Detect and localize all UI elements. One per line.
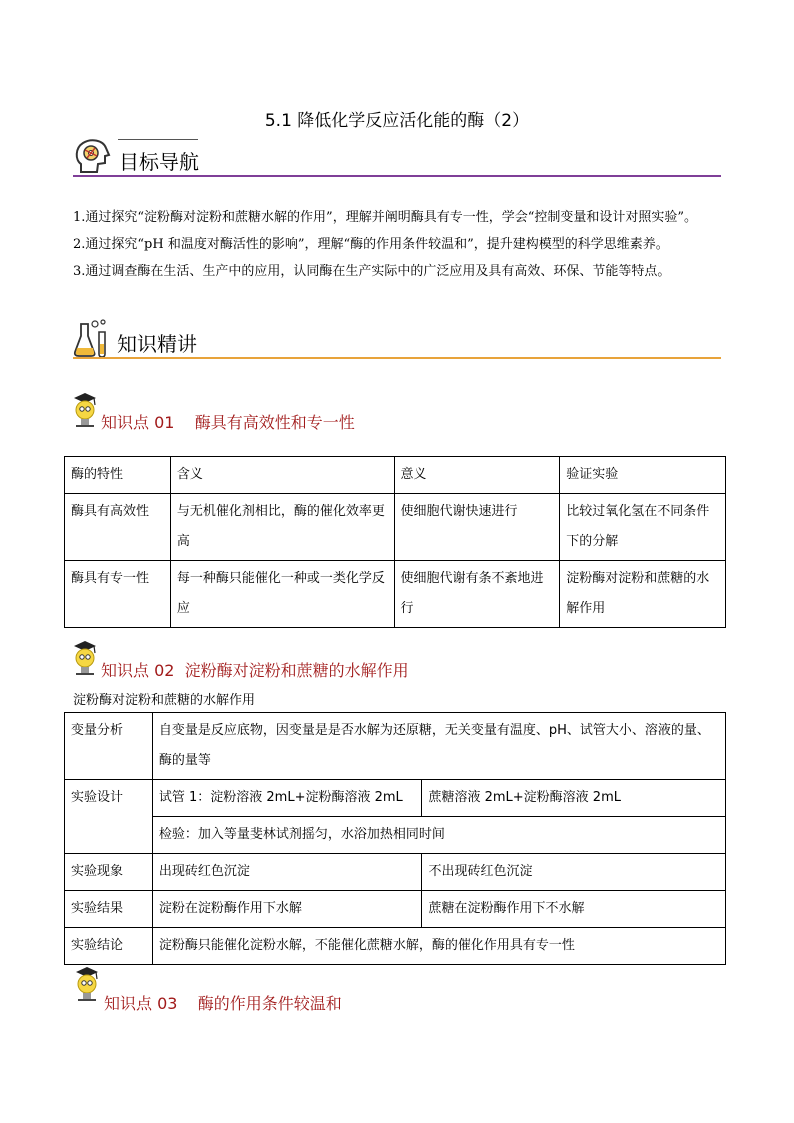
goal-item: 3.通过调查酶在生活、生产中的应用，认同酶在生产实际中的广泛应用及具有高效、环保、节能等特点。 bbox=[73, 264, 671, 279]
goal-item: 2.通过探究“pH 和温度对酶活性的影响”，理解“酶的作用条件较温和”，提升建构模型的科学思维素养。 bbox=[73, 237, 669, 252]
table-row bbox=[65, 891, 726, 928]
table-cell: 比较过氧化氢在不同条件下的分解 bbox=[560, 494, 726, 561]
table-cell: 试管 1：淀粉溶液 2mL+淀粉酶溶液 2mL bbox=[152, 780, 422, 817]
table-cell: 淀粉酶对淀粉和蔗糖的水解作用 bbox=[560, 561, 726, 628]
table-row bbox=[65, 854, 726, 891]
lightbulb-graduate-icon bbox=[72, 966, 102, 1002]
table-cell: 酶具有专一性 bbox=[65, 561, 171, 628]
goals-heading: 目标导航 bbox=[119, 150, 199, 174]
table-row bbox=[65, 928, 726, 965]
lightbulb-graduate-icon bbox=[70, 640, 100, 676]
table-cell: 蔗糖在淀粉酶作用下不水解 bbox=[422, 891, 726, 928]
table-cell: 淀粉酶只能催化淀粉水解，不能催化蔗糖水解，酶的催化作用具有专一性 bbox=[152, 928, 725, 965]
lightbulb-graduate-icon bbox=[70, 392, 100, 428]
table-cell: 自变量是反应底物，因变量是是否水解为还原糖，无关变量有温度、pH、试管大小、溶液的量、酶的量等 bbox=[152, 713, 725, 780]
table-label-cell: 实验结论 bbox=[65, 928, 153, 965]
goals-top-rule bbox=[118, 139, 198, 140]
lab-flask-icon bbox=[73, 318, 111, 358]
table-cell: 与无机催化剂相比，酶的催化效率更高 bbox=[170, 494, 394, 561]
table-row bbox=[65, 561, 726, 628]
table-label-cell: 变量分析 bbox=[65, 713, 153, 780]
table-cell: 不出现砖红色沉淀 bbox=[422, 854, 726, 891]
table-label-cell: 实验现象 bbox=[65, 854, 153, 891]
knowledge-rule bbox=[73, 357, 721, 359]
kp2-table bbox=[64, 712, 726, 965]
page-title: 5.1 降低化学反应活化能的酶（2） bbox=[264, 111, 530, 131]
table-cell: 使细胞代谢快速进行 bbox=[394, 494, 560, 561]
table-cell: 酶具有高效性 bbox=[65, 494, 171, 561]
goals-rule bbox=[73, 175, 721, 177]
table-header-cell: 含义 bbox=[170, 457, 394, 494]
table-row bbox=[65, 817, 726, 854]
table-header-cell: 酶的特性 bbox=[65, 457, 171, 494]
table-row bbox=[65, 494, 726, 561]
table-row bbox=[65, 713, 726, 780]
kp3-heading: 知识点 03 酶的作用条件较温和 bbox=[104, 994, 342, 1013]
table-cell: 每一种酶只能催化一种或一类化学反应 bbox=[170, 561, 394, 628]
table-cell: 使细胞代谢有条不紊地进行 bbox=[394, 561, 560, 628]
table-cell: 出现砖红色沉淀 bbox=[152, 854, 422, 891]
goals-list bbox=[73, 204, 733, 285]
kp2-heading: 知识点 02 淀粉酶对淀粉和蔗糖的水解作用 bbox=[101, 661, 409, 680]
table-header-cell: 意义 bbox=[394, 457, 560, 494]
kp1-table bbox=[64, 456, 726, 628]
brain-gear-icon bbox=[73, 138, 113, 176]
goal-item: 1.通过探究“淀粉酶对淀粉和蔗糖水解的作用”，理解并阐明酶具有专一性，学会“控制变量和设计对照实验”。 bbox=[73, 210, 697, 225]
kp1-heading: 知识点 01 酶具有高效性和专一性 bbox=[101, 413, 355, 432]
table-cell: 蔗糖溶液 2mL+淀粉酶溶液 2mL bbox=[422, 780, 726, 817]
knowledge-heading: 知识精讲 bbox=[117, 332, 197, 356]
table-cell: 检验：加入等量斐林试剂摇匀，水浴加热相同时间 bbox=[152, 817, 725, 854]
table-row bbox=[65, 780, 726, 817]
table-label-cell: 实验结果 bbox=[65, 891, 153, 928]
kp2-lead: 淀粉酶对淀粉和蔗糖的水解作用 bbox=[73, 693, 256, 708]
table-cell: 淀粉在淀粉酶作用下水解 bbox=[152, 891, 422, 928]
table-label-cell: 实验设计 bbox=[65, 780, 153, 854]
table-row bbox=[65, 457, 726, 494]
table-header-cell: 验证实验 bbox=[560, 457, 726, 494]
